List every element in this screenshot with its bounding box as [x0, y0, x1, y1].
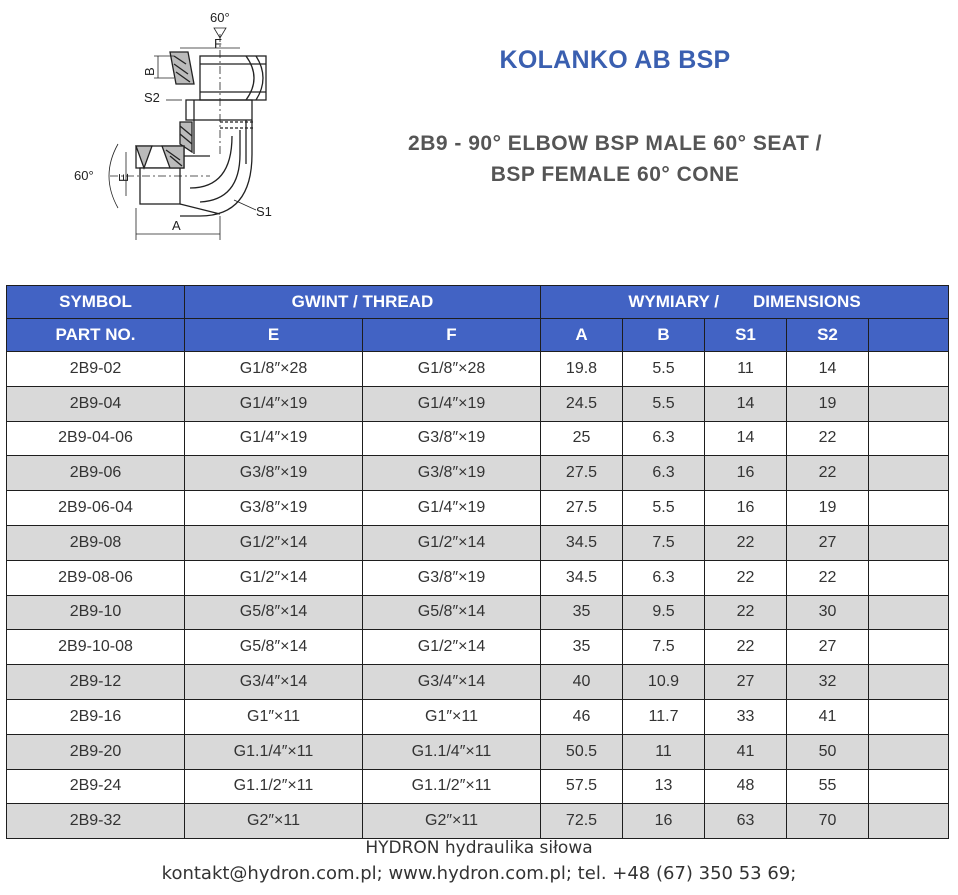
cell-f: G3/8″×19 — [363, 421, 541, 456]
cell-f: G2″×11 — [363, 804, 541, 839]
cell-f: G1.1/4″×11 — [363, 734, 541, 769]
cell-empty — [869, 595, 949, 630]
table-row — [7, 525, 949, 560]
cell-empty — [869, 525, 949, 560]
cell-f: G3/4″×14 — [363, 665, 541, 700]
table-row — [7, 352, 949, 387]
cell-b: 16 — [623, 804, 705, 839]
cell-b: 5.5 — [623, 352, 705, 387]
cell-a: 50.5 — [541, 734, 623, 769]
subtitle-line-1: 2B9 - 90° ELBOW BSP MALE 60° SEAT / — [408, 132, 822, 155]
cell-a: 46 — [541, 699, 623, 734]
cell-s1: 22 — [705, 630, 787, 665]
cell-f: G1″×11 — [363, 699, 541, 734]
dimension-b-label: B — [142, 67, 157, 76]
cell-part: 2B9-12 — [7, 665, 185, 700]
cell-part: 2B9-32 — [7, 804, 185, 839]
cell-s2: 30 — [787, 595, 869, 630]
cell-f: G3/8″×19 — [363, 456, 541, 491]
cell-f: G5/8″×14 — [363, 595, 541, 630]
header-thread: GWINT / THREAD — [185, 286, 541, 319]
angle-60-top-label: 60° — [210, 10, 230, 25]
cell-f: G1/8″×28 — [363, 352, 541, 387]
cell-b: 11.7 — [623, 699, 705, 734]
cell-f: G1/4″×19 — [363, 386, 541, 421]
cell-part: 2B9-06 — [7, 456, 185, 491]
cell-empty — [869, 352, 949, 387]
cell-s2: 22 — [787, 560, 869, 595]
dimension-a-label: A — [172, 218, 181, 233]
header-col-empty — [869, 319, 949, 352]
dimensions-table — [6, 285, 949, 839]
cell-s2: 14 — [787, 352, 869, 387]
cell-f: G1.1/2″×11 — [363, 769, 541, 804]
cell-b: 11 — [623, 734, 705, 769]
footer-company: HYDRON hydraulika siłowa — [365, 838, 593, 858]
header-col-s1: S1 — [705, 319, 787, 352]
cell-part: 2B9-02 — [7, 352, 185, 387]
cell-b: 6.3 — [623, 456, 705, 491]
cell-f: G3/8″×19 — [363, 560, 541, 595]
cell-s2: 19 — [787, 386, 869, 421]
subtitle-line-2: BSP FEMALE 60° CONE — [490, 163, 740, 186]
cell-b: 7.5 — [623, 630, 705, 665]
table-row — [7, 769, 949, 804]
cell-empty — [869, 699, 949, 734]
cell-empty — [869, 386, 949, 421]
cell-s2: 27 — [787, 525, 869, 560]
cell-s2: 50 — [787, 734, 869, 769]
table-row — [7, 456, 949, 491]
cell-s2: 70 — [787, 804, 869, 839]
cell-s1: 27 — [705, 665, 787, 700]
cell-s1: 48 — [705, 769, 787, 804]
cell-empty — [869, 665, 949, 700]
cell-empty — [869, 804, 949, 839]
cell-part: 2B9-10-08 — [7, 630, 185, 665]
cell-s1: 22 — [705, 525, 787, 560]
dimension-s1-label: S1 — [256, 204, 272, 219]
cell-s1: 16 — [705, 491, 787, 526]
cell-s1: 63 — [705, 804, 787, 839]
cell-s2: 41 — [787, 699, 869, 734]
cell-a: 57.5 — [541, 769, 623, 804]
cell-b: 7.5 — [623, 525, 705, 560]
cell-a: 34.5 — [541, 560, 623, 595]
cell-s2: 22 — [787, 456, 869, 491]
cell-e: G3/4″×14 — [185, 665, 363, 700]
table-row — [7, 595, 949, 630]
cell-b: 5.5 — [623, 491, 705, 526]
cell-b: 5.5 — [623, 386, 705, 421]
cell-e: G2″×11 — [185, 804, 363, 839]
header-wymiary-label: WYMIARY / — [628, 292, 719, 311]
cell-e: G1/4″×19 — [185, 421, 363, 456]
cell-s1: 22 — [705, 595, 787, 630]
cell-empty — [869, 630, 949, 665]
cell-empty — [869, 456, 949, 491]
cell-e: G5/8″×14 — [185, 595, 363, 630]
cell-s1: 14 — [705, 386, 787, 421]
cell-e: G1/2″×14 — [185, 525, 363, 560]
table-row — [7, 421, 949, 456]
cell-a: 40 — [541, 665, 623, 700]
table-row — [7, 491, 949, 526]
cell-a: 35 — [541, 630, 623, 665]
cell-b: 9.5 — [623, 595, 705, 630]
header-col-a: A — [541, 319, 623, 352]
cell-empty — [869, 560, 949, 595]
cell-empty — [869, 491, 949, 526]
cell-a: 24.5 — [541, 386, 623, 421]
cell-s1: 14 — [705, 421, 787, 456]
dimension-e-label: E — [116, 173, 131, 182]
cell-part: 2B9-24 — [7, 769, 185, 804]
cell-b: 13 — [623, 769, 705, 804]
cell-e: G1″×11 — [185, 699, 363, 734]
cell-part: 2B9-16 — [7, 699, 185, 734]
cell-part: 2B9-04 — [7, 386, 185, 421]
header-dimensions — [541, 286, 949, 319]
cell-part: 2B9-20 — [7, 734, 185, 769]
cell-s2: 22 — [787, 421, 869, 456]
cell-s2: 19 — [787, 491, 869, 526]
table-row — [7, 386, 949, 421]
cell-a: 34.5 — [541, 525, 623, 560]
cell-part: 2B9-08-06 — [7, 560, 185, 595]
table-row — [7, 734, 949, 769]
cell-e: G5/8″×14 — [185, 630, 363, 665]
table-row — [7, 630, 949, 665]
angle-60-left-label: 60° — [74, 168, 94, 183]
cell-f: G1/2″×14 — [363, 525, 541, 560]
table-row — [7, 560, 949, 595]
cell-part: 2B9-10 — [7, 595, 185, 630]
cell-a: 27.5 — [541, 491, 623, 526]
table-row — [7, 804, 949, 839]
cell-s1: 33 — [705, 699, 787, 734]
header-col-s2: S2 — [787, 319, 869, 352]
footer-contact: kontakt@hydron.com.pl; www.hydron.com.pl; tel. +48 (67) 350 53 69; — [161, 863, 797, 884]
header-symbol: SYMBOL — [7, 286, 185, 319]
cell-e: G3/8″×19 — [185, 491, 363, 526]
cell-a: 19.8 — [541, 352, 623, 387]
table-row — [7, 699, 949, 734]
elbow-technical-drawing — [70, 4, 310, 248]
header-col-b: B — [623, 319, 705, 352]
cell-f: G1/2″×14 — [363, 630, 541, 665]
dimension-s2-label: S2 — [144, 90, 160, 105]
cell-s1: 22 — [705, 560, 787, 595]
header-dimensions-label: DIMENSIONS — [752, 292, 861, 311]
cell-part: 2B9-04-06 — [7, 421, 185, 456]
cell-s1: 41 — [705, 734, 787, 769]
cell-e: G1/8″×28 — [185, 352, 363, 387]
cell-e: G1.1/4″×11 — [185, 734, 363, 769]
cell-empty — [869, 734, 949, 769]
cell-s2: 27 — [787, 630, 869, 665]
cell-e: G3/8″×19 — [185, 456, 363, 491]
cell-e: G1/4″×19 — [185, 386, 363, 421]
table-row — [7, 665, 949, 700]
cell-e: G1.1/2″×11 — [185, 769, 363, 804]
header-col-e: E — [185, 319, 363, 352]
header-part-no: PART NO. — [7, 319, 185, 352]
product-subtitle — [355, 128, 875, 190]
cell-s2: 32 — [787, 665, 869, 700]
cell-b: 6.3 — [623, 421, 705, 456]
cell-part: 2B9-08 — [7, 525, 185, 560]
cell-s1: 11 — [705, 352, 787, 387]
cell-b: 10.9 — [623, 665, 705, 700]
cell-e: G1/2″×14 — [185, 560, 363, 595]
cell-b: 6.3 — [623, 560, 705, 595]
header-col-f: F — [363, 319, 541, 352]
cell-s2: 55 — [787, 769, 869, 804]
dimension-f-label: F — [214, 36, 222, 51]
cell-s1: 16 — [705, 456, 787, 491]
cell-f: G1/4″×19 — [363, 491, 541, 526]
cell-a: 72.5 — [541, 804, 623, 839]
cell-part: 2B9-06-04 — [7, 491, 185, 526]
cell-a: 35 — [541, 595, 623, 630]
page-title: KOLANKO AB BSP — [499, 46, 731, 74]
cell-a: 27.5 — [541, 456, 623, 491]
cell-empty — [869, 769, 949, 804]
cell-empty — [869, 421, 949, 456]
cell-a: 25 — [541, 421, 623, 456]
